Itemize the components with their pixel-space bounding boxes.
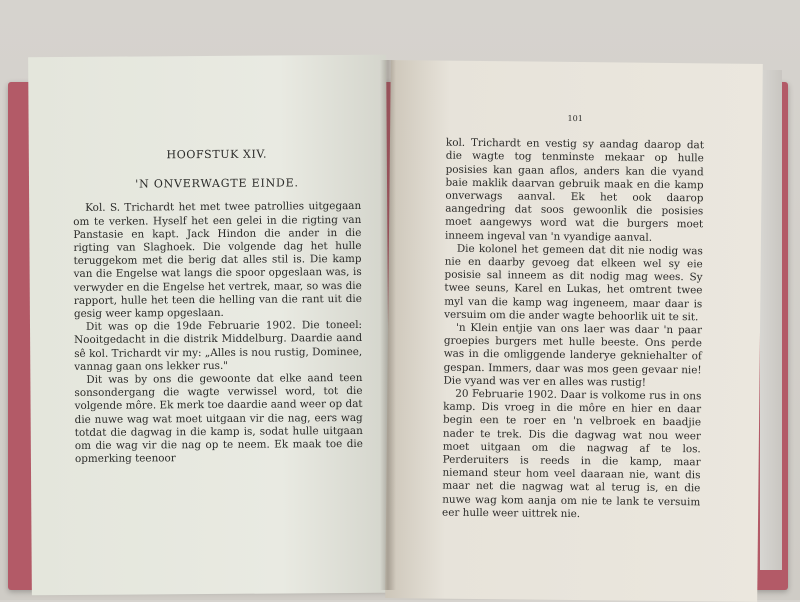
page-number: 101 — [567, 113, 583, 124]
right-page — [385, 60, 763, 602]
paragraph: 'n Klein entjie van ons laer was daar 'n paar groepies burgers met hulle beeste. Ons perde was in die omliggende landerye gekniehalter of gespan. Immers, daar was mos geen gevaar nie! Die vyand was ver en alles was rustig! — [443, 321, 703, 389]
chapter-heading: HOOFSTUK XIV. — [166, 147, 268, 162]
paragraph: Kol. S. Trichardt het met twee patrollies uitgegaan om te verken. Hyself het een gelei in die rigting van Panstasie en kapt. Jack Hindon die ander in die rigting van Slaghoek. Die volgende dag het hulle teruggekom met die berig dat alles stil is. Die kamp van die Engelse wat langs die spoor opgeslaan was, is verwyder en die Engelse het vertrek, maar, so was die rapport, hulle het teen die helling van die rant uit die gesig weer kamp opgeslaan. — [73, 200, 362, 320]
paragraph: Dit was by ons die gewoonte dat elke aand teen sonsondergang die wagte verwissel word, tot die volgende môre. Ek merk toe daardie aand weer op dat die nuwe wag wat moet uitgaan vir die nag, eers wag totdat die dagwag in die kamp is, sodat hulle uitgaan om die wag vir die nag op te neem. Ek maak toe die opmerking teenoor — [74, 371, 363, 466]
paragraph: 20 Februarie 1902. Daar is volkome rus in ons kamp. Dis vroeg in die môre en hier en daar begin een te roer en 'n velbroek en baadjie nader te trek. Dis die dagwag wat nou weer moet uitgaan om die nagwag af te los. Perderuiters is reeds in die kamp, maar niemand steur hom veel daaraan nie, want dis maar net die nagwag wat al terug is, en die nuwe wag kom aanja om nie te lank te versuim eer hulle weer uittrek nie. — [442, 387, 702, 520]
cover-edge — [760, 70, 782, 570]
paragraph: Dit was op die 19de Februarie 1902. Die toneel: Nooitgedacht in die distrik Middelburg. Daardie aand sê kol. Trichardt vir my: „Alles is nou rustig, Dominee, vannag gaan ons lekker rus." — [74, 319, 363, 373]
paragraph: Die kolonel het gemeen dat dit nie nodig was nie en daarby gevoeg dat elkeen wel sy eie posisie sal inneem as dit nodig mag wees. Sy twee seuns, Karel en Lukas, het omtrent twee myl van die kamp wag ingeneem, maar daar is versuim om die ander wagte behoorlik uit te sit. — [444, 242, 703, 324]
chapter-title: 'N ONVERWAGTE EINDE. — [135, 176, 299, 191]
book-gutter — [380, 60, 396, 590]
paragraph: kol. Trichardt en vestig sy aandag daarop dat die wagte tog tenminste mekaar op hulle posisies kan gaan aflos, anders kan die vyand baie maklik daarvan gebruik maak en die kamp onverwags aanval. Ek het ook daarop aangedring dat soos gewoonlik die posisies moet aangewys word wat die burgers moet inneem ingeval van 'n vyandige aanval. — [444, 136, 705, 244]
left-page — [28, 55, 390, 595]
